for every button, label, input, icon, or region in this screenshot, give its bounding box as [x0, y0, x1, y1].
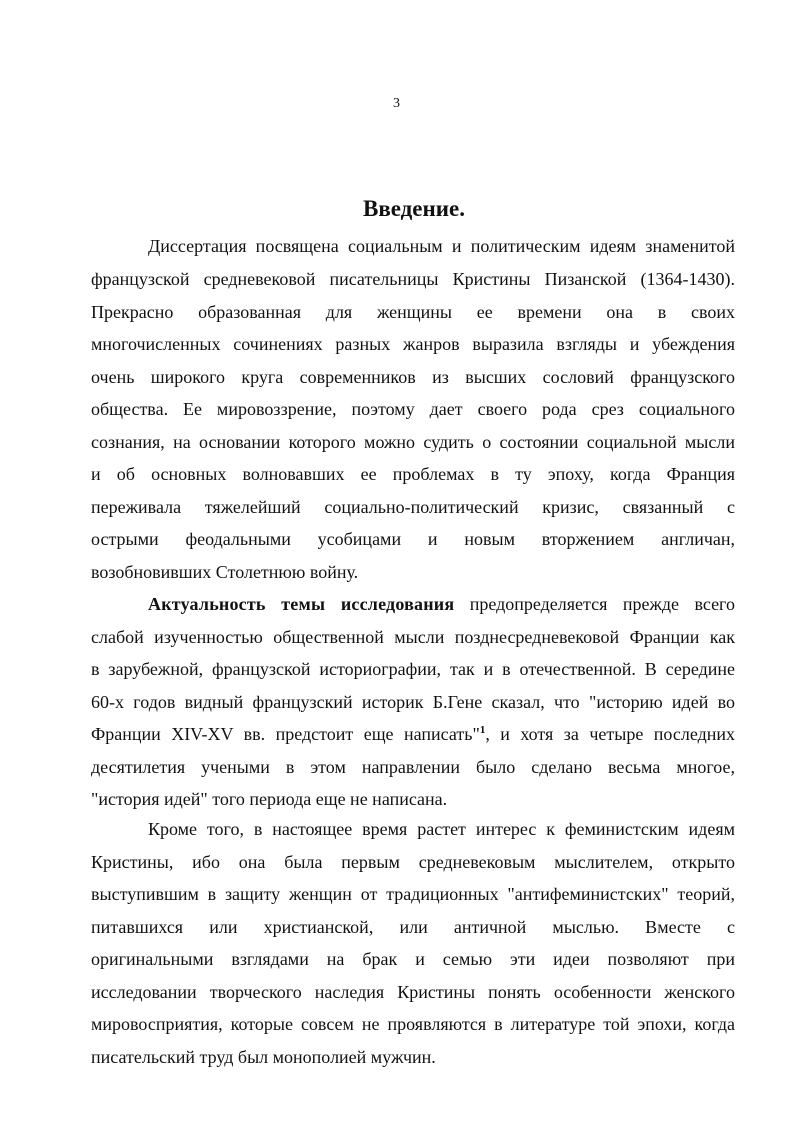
page-title: Введение.: [363, 196, 465, 221]
paragraph-1-line-3: Прекрасно образованная для женщины ее времени она в своих: [91, 302, 735, 322]
paragraph-2-line-5: [91, 718, 735, 750]
paragraph-2-line-1: [148, 588, 735, 620]
paragraph-1-line-8: и об основных волновавших ее проблемах в ту эпоху, когда Франция: [91, 464, 735, 484]
paragraph-1-line-9: переживала тяжелейший социально-политический кризис, связанный с: [91, 497, 735, 517]
paragraph-2-line-7: "история идей" того периода еще не написана.: [91, 789, 448, 809]
emphasis-topic-relevance: Актуальность темы исследования: [148, 594, 455, 614]
paragraph-2-line-5-after: , и хотя за четыре последних: [485, 724, 736, 744]
paragraph-3-line-1: Кроме того, в настоящее время растет интерес к феминистским идеям: [148, 819, 735, 839]
paragraph-3-line-6: исследовании творческого наследия Кристины понять особенности женского: [91, 982, 735, 1002]
page-number: 3: [393, 96, 400, 111]
paragraph-3-line-5: оригинальными взглядами на брак и семью эти идеи позволяют при: [91, 949, 735, 969]
paragraph-1-line-4: многочисленных сочинениях разных жанров выразила взгляды и убеждения: [91, 334, 735, 354]
paragraph-2-line-5-before: Франции XIV-XV вв. предстоит еще написать": [91, 724, 480, 744]
paragraph-1-line-1: Диссертация посвящена социальным и политическим идеям знаменитой: [148, 236, 735, 256]
paragraph-1-line-11: возобновивших Столетнюю войну.: [91, 562, 359, 582]
footnote-reference: 1: [479, 724, 486, 736]
paragraph-2-line-3: в зарубежной, французской историографии, так и в отечественной. В середине: [91, 659, 735, 679]
paragraph-3-line-4: питавшихся или христианской, или античной мыслью. Вместе с: [91, 917, 735, 937]
paragraph-1-line-2: французской средневековой писательницы Кристины Пизанской (1364-1430).: [91, 269, 735, 289]
paragraph-3-line-2: Кристины, ибо она была первым средневековым мыслителем, открыто: [91, 852, 735, 872]
paragraph-2-line-1-rest: предопределяется прежде всего: [454, 594, 735, 614]
paragraph-1-line-5: очень широкого круга современников из высших сословий французского: [91, 367, 735, 387]
paragraph-3-line-7: мировосприятия, которые совсем не проявляются в литературе той эпохи, когда: [91, 1014, 735, 1034]
paragraph-1-line-7: сознания, на основании которого можно судить о состоянии социальной мысли: [91, 432, 735, 452]
paragraph-1-line-6: общества. Ее мировоззрение, поэтому дает своего рода срез социального: [91, 399, 735, 419]
paragraph-3-line-3: выступившим в защиту женщин от традиционных "антифеминистских" теорий,: [91, 884, 735, 904]
paragraph-2-line-6: десятилетия учеными в этом направлении было сделано весьма многое,: [91, 757, 735, 777]
paragraph-2-line-2: слабой изученностью общественной мысли позднесредневековой Франции как: [91, 627, 735, 647]
paragraph-2-line-4: 60-х годов видный французский историк Б.Гене сказал, что "историю идей во: [91, 692, 735, 712]
paragraph-1-line-10: острыми феодальными усобицами и новым вторжением англичан,: [91, 529, 735, 549]
paragraph-3-line-8: писательский труд был монополией мужчин.: [91, 1047, 436, 1067]
